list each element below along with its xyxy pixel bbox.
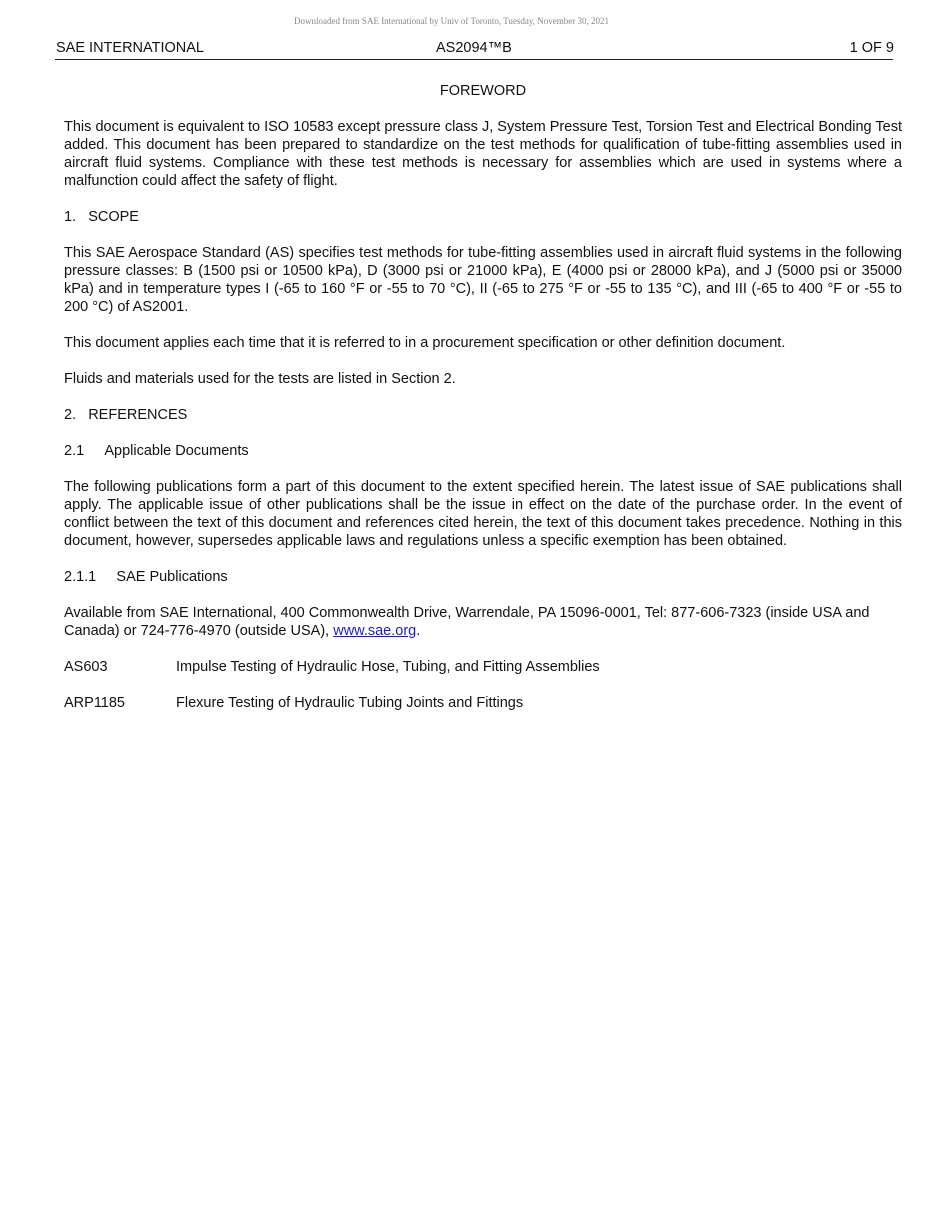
- section-number: 1.: [64, 209, 77, 225]
- header-rule: [55, 59, 893, 60]
- sae-website-link[interactable]: www.sae.org: [333, 623, 417, 639]
- subsection-sae-publications-heading: [64, 568, 902, 586]
- document-body: [64, 82, 902, 730]
- subsection-number: 2.1: [64, 443, 85, 459]
- reference-id: AS603: [64, 659, 108, 675]
- header-doc-id: AS2094™B: [436, 40, 512, 56]
- reference-item: [64, 658, 902, 676]
- applicable-documents-text: The following publications form a part of this document to the extent specified herein. The latest issue of SAE publications shall apply. The applicable issue of other publications shall be the issue in effect on the date of the purchase order. In the event of conflict between the text of this document and references cited herein, the text of this document takes precedence. Nothing in this document, however, supersedes applicable laws and regulations unless a specific exemption has been obtained.: [64, 479, 902, 549]
- section-scope-heading: [64, 208, 902, 226]
- reference-title: Impulse Testing of Hydraulic Hose, Tubing, and Fitting Assemblies: [176, 659, 600, 675]
- availability-text-end: .: [416, 623, 421, 639]
- subsection-applicable-documents-heading: [64, 442, 902, 460]
- scope-paragraph-2: This document applies each time that it is referred to in a procurement specification or other definition document.: [64, 335, 786, 351]
- section-title: SCOPE: [88, 209, 139, 225]
- subsection-title: Applicable Documents: [104, 443, 249, 459]
- section-number: 2.: [64, 407, 77, 423]
- reference-item: [64, 694, 902, 712]
- availability-text: Available from SAE International, 400 Commonwealth Drive, Warrendale, PA 15096-0001, Tel: 877-606-7323 (inside USA and Canada) or 724-776-4970 (outside USA),: [64, 605, 870, 639]
- foreword-title: FOREWORD: [439, 83, 527, 99]
- reference-title: Flexure Testing of Hydraulic Tubing Joints and Fittings: [176, 695, 524, 711]
- scope-paragraph-3: Fluids and materials used for the tests are listed in Section 2.: [64, 371, 456, 387]
- sae-availability-text: [64, 604, 902, 640]
- section-title: REFERENCES: [88, 407, 188, 423]
- foreword-text: This document is equivalent to ISO 10583 except pressure class J, System Pressure Test, Torsion Test and Electrical Bonding Test added. This document has been prepared to standardize on the test methods for qualification of tube-fitting assemblies used in aircraft fluid systems. Compliance with these test methods is necessary for assemblies which are used in systems where a malfunction could affect the safety of flight.: [64, 119, 902, 189]
- subsection-title: SAE Publications: [116, 569, 228, 585]
- subsection-number: 2.1.1: [64, 569, 97, 585]
- header-org: SAE INTERNATIONAL: [56, 40, 204, 56]
- header-page-number: 1 OF 9: [849, 40, 894, 56]
- page-header: [56, 38, 894, 58]
- section-references-heading: [64, 406, 902, 424]
- reference-id: ARP1185: [64, 695, 125, 711]
- download-watermark: Downloaded from SAE International by Univ of Toronto, Tuesday, November 30, 2021: [293, 16, 610, 26]
- scope-paragraph-1: This SAE Aerospace Standard (AS) specifies test methods for tube-fitting assemblies used in aircraft fluid systems in the following pressure classes: B (1500 psi or 10500 kPa), D (3000 psi or 21000 kPa), E (4000 psi or 28000 kPa), and J (5000 psi or 35000 kPa) and in temperature types I (-65 to 160 °F or -55 to 70 °C), II (-65 to 275 °F or -55 to 135 °C), and III (-65 to 400 °F or -55 to 200 °C) of AS2001.: [64, 245, 902, 315]
